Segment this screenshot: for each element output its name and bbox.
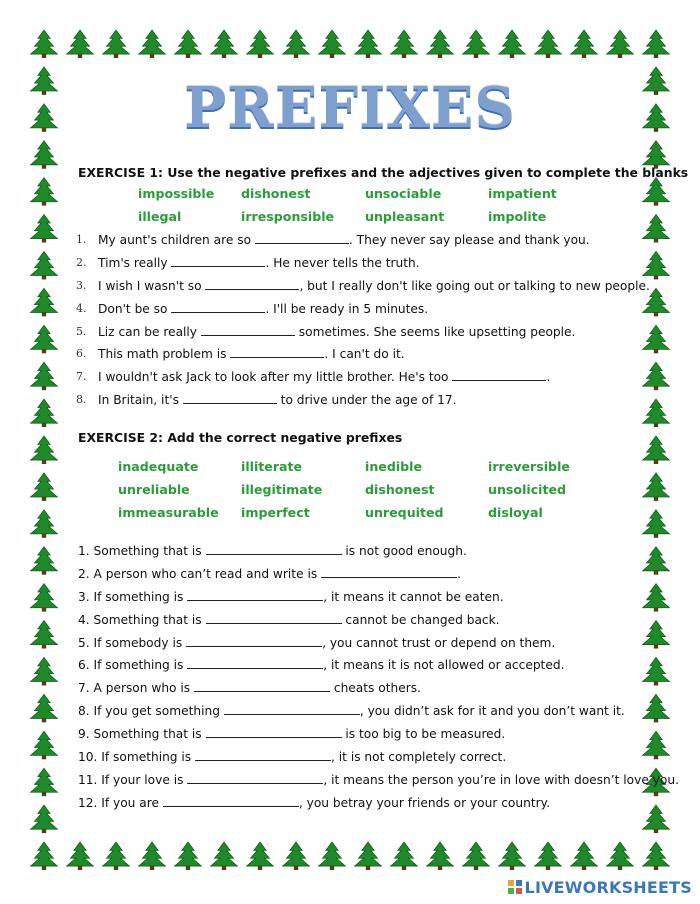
tree-icon bbox=[607, 842, 634, 870]
word-bank-word: irresponsible bbox=[241, 209, 335, 224]
word-bank-row bbox=[118, 459, 598, 482]
item-text: , it means the person you’re in love with doesn’t love you. bbox=[323, 772, 679, 787]
item-text: is not good enough. bbox=[341, 544, 467, 558]
tree-icon bbox=[535, 30, 562, 58]
exercise-1-heading: EXERCISE 1: Use the negative prefixes and the adjectives given to complete the blanks bbox=[78, 165, 689, 180]
list-item bbox=[76, 252, 636, 275]
tree-icon bbox=[31, 694, 58, 722]
list-item bbox=[76, 275, 650, 298]
list-item bbox=[78, 586, 643, 609]
tree-icon bbox=[571, 842, 598, 870]
tree-icon bbox=[31, 362, 58, 390]
word-bank-word: disloyal bbox=[488, 505, 543, 520]
tree-icon bbox=[355, 30, 382, 58]
word-bank-word: immeasurable bbox=[118, 505, 219, 520]
item-text: 4. Something that is bbox=[78, 612, 206, 627]
exercise-2-word-bank bbox=[118, 459, 598, 528]
item-text: I wouldn't ask Jack to look after my little brother. He's too bbox=[98, 370, 453, 385]
list-item bbox=[78, 654, 643, 677]
item-text: 5. If somebody is bbox=[78, 635, 187, 650]
list-item bbox=[76, 389, 636, 412]
tree-icon bbox=[211, 30, 238, 58]
word-bank-word: inedible bbox=[365, 459, 423, 474]
tree-icon bbox=[319, 30, 346, 58]
item-text: , you betray your friends or your country. bbox=[298, 795, 550, 810]
tree-icon bbox=[643, 731, 670, 759]
tree-icon bbox=[103, 842, 130, 870]
item-text: . They never say please and thank you. bbox=[348, 233, 590, 247]
item-text: 2. A person who can’t read and write is bbox=[78, 566, 322, 581]
liveworksheets-logo-icon bbox=[508, 880, 522, 894]
tree-icon bbox=[67, 842, 94, 870]
tree-icon bbox=[643, 178, 670, 206]
item-text: 7. A person who is bbox=[78, 681, 194, 696]
answer-blank[interactable] bbox=[186, 635, 322, 647]
tree-icon bbox=[643, 30, 670, 58]
tree-icon bbox=[139, 842, 166, 870]
word-bank-word: dishonest bbox=[241, 186, 311, 201]
word-bank-word: impatient bbox=[488, 186, 557, 201]
item-text: . bbox=[546, 370, 551, 385]
tree-icon bbox=[247, 842, 274, 870]
answer-blank[interactable] bbox=[163, 795, 299, 807]
item-text: . I'll be ready in 5 minutes. bbox=[265, 301, 429, 316]
answer-blank[interactable] bbox=[171, 255, 265, 267]
item-number: 6. bbox=[76, 347, 87, 361]
item-text: I wish I wasn't so bbox=[98, 278, 206, 293]
tree-icon bbox=[31, 510, 58, 538]
answer-blank[interactable] bbox=[206, 726, 342, 738]
item-text: Don't be so bbox=[98, 301, 172, 316]
logo-text: LIVEWORKSHEETS bbox=[524, 877, 692, 897]
item-number: 7. bbox=[76, 370, 87, 384]
tree-icon bbox=[283, 842, 310, 870]
list-item bbox=[78, 609, 643, 632]
item-text: . bbox=[457, 566, 461, 581]
tree-icon bbox=[643, 547, 670, 575]
answer-blank[interactable] bbox=[205, 278, 299, 290]
answer-blank[interactable] bbox=[201, 324, 295, 336]
word-bank-word: unsociable bbox=[365, 186, 442, 201]
list-item bbox=[78, 563, 643, 586]
tree-icon bbox=[643, 436, 670, 464]
tree-icon bbox=[391, 30, 418, 58]
list-item bbox=[78, 632, 643, 655]
list-item bbox=[76, 229, 636, 252]
item-text: . I can't do it. bbox=[324, 347, 405, 362]
item-text: Tim's really bbox=[98, 255, 172, 270]
word-bank-word: illegitimate bbox=[241, 482, 323, 497]
item-text: , it means it cannot be eaten. bbox=[323, 589, 504, 604]
tree-icon bbox=[211, 842, 238, 870]
item-text: In Britain, it's bbox=[98, 393, 183, 408]
item-text: cheats others. bbox=[330, 681, 421, 696]
tree-icon bbox=[643, 805, 670, 833]
item-number: 4. bbox=[76, 301, 87, 315]
item-number: 8. bbox=[76, 393, 87, 407]
tree-icon bbox=[175, 30, 202, 58]
tree-icon bbox=[319, 842, 346, 870]
answer-blank[interactable] bbox=[321, 566, 457, 578]
tree-icon bbox=[31, 251, 58, 279]
word-bank-word: inadequate bbox=[118, 459, 199, 474]
item-number: 2. bbox=[76, 255, 87, 269]
item-text: 12. If you are bbox=[78, 795, 163, 810]
item-text: 10. If something is bbox=[78, 750, 196, 765]
word-bank-word: unrequited bbox=[365, 505, 444, 520]
tree-icon bbox=[31, 584, 58, 612]
word-bank-row bbox=[118, 482, 598, 505]
tree-icon bbox=[391, 842, 418, 870]
tree-icon bbox=[31, 547, 58, 575]
item-text: . He never tells the truth. bbox=[265, 255, 420, 270]
tree-icon bbox=[31, 399, 58, 427]
tree-icon bbox=[643, 325, 670, 353]
word-bank-word: impolite bbox=[488, 209, 547, 224]
item-text: , it is not completely correct. bbox=[331, 750, 507, 765]
tree-icon bbox=[31, 30, 58, 58]
answer-blank[interactable] bbox=[187, 589, 323, 601]
tree-icon bbox=[643, 842, 670, 870]
word-bank-word: imperfect bbox=[241, 505, 310, 520]
answer-blank[interactable] bbox=[187, 772, 323, 784]
item-number: 3. bbox=[76, 278, 87, 292]
tree-icon bbox=[643, 584, 670, 612]
item-text: This math problem is bbox=[98, 347, 231, 362]
tree-icon bbox=[427, 842, 454, 870]
word-bank-word: dishonest bbox=[365, 482, 435, 497]
tree-icon bbox=[499, 30, 526, 58]
tree-icon bbox=[643, 694, 670, 722]
list-item bbox=[76, 321, 636, 344]
item-text: Liz can be really bbox=[98, 324, 201, 339]
tree-icon bbox=[643, 657, 670, 685]
item-text: 6. If something is bbox=[78, 658, 188, 673]
item-text: to drive under the age of 17. bbox=[276, 393, 457, 408]
tree-icon bbox=[31, 178, 58, 206]
liveworksheets-logo[interactable] bbox=[508, 876, 692, 898]
answer-blank[interactable] bbox=[206, 612, 342, 624]
list-item bbox=[76, 298, 636, 321]
tree-icon bbox=[175, 842, 202, 870]
item-text: 1. Something that is bbox=[78, 544, 206, 558]
answer-blank[interactable] bbox=[183, 392, 277, 404]
tree-icon bbox=[31, 768, 58, 796]
answer-blank[interactable] bbox=[452, 369, 546, 381]
tree-icon bbox=[31, 731, 58, 759]
item-text: cannot be changed back. bbox=[341, 612, 500, 627]
word-bank-word: illiterate bbox=[241, 459, 303, 474]
item-text: My aunt's children are so bbox=[98, 233, 255, 247]
tree-icon bbox=[463, 30, 490, 58]
word-bank-row bbox=[138, 186, 598, 209]
tree-icon bbox=[643, 621, 670, 649]
item-number: 1. bbox=[76, 233, 87, 246]
item-text: , but I really don't like going out or talking to new people. bbox=[299, 278, 650, 293]
answer-blank[interactable] bbox=[194, 680, 330, 692]
answer-blank[interactable] bbox=[171, 301, 265, 313]
list-item bbox=[78, 540, 643, 563]
tree-icon bbox=[607, 30, 634, 58]
tree-icon bbox=[31, 288, 58, 316]
tree-icon bbox=[643, 399, 670, 427]
item-text: 8. If you get something bbox=[78, 704, 224, 719]
answer-blank[interactable] bbox=[255, 232, 349, 244]
item-text: , you didn’t ask for it and you don’t want it. bbox=[359, 704, 625, 719]
list-item bbox=[76, 343, 636, 366]
exercise-1-word-bank bbox=[138, 186, 598, 232]
tree-icon bbox=[283, 30, 310, 58]
tree-icon bbox=[643, 362, 670, 390]
word-bank-row bbox=[118, 505, 598, 528]
item-text: is too big to be measured. bbox=[341, 727, 506, 742]
list-item bbox=[76, 366, 636, 389]
tree-icon bbox=[427, 30, 454, 58]
tree-icon bbox=[31, 473, 58, 501]
list-item bbox=[78, 677, 643, 700]
tree-icon bbox=[31, 436, 58, 464]
page-title: PREFIXES bbox=[184, 75, 516, 141]
item-number: 5. bbox=[76, 324, 87, 338]
answer-blank[interactable] bbox=[187, 657, 323, 669]
exercise-1-list bbox=[76, 229, 650, 412]
list-item bbox=[78, 769, 679, 792]
tree-icon bbox=[463, 842, 490, 870]
tree-icon bbox=[31, 657, 58, 685]
list-item bbox=[78, 746, 643, 769]
answer-blank[interactable] bbox=[195, 749, 331, 761]
tree-icon bbox=[355, 842, 382, 870]
tree-icon bbox=[103, 30, 130, 58]
tree-icon bbox=[499, 842, 526, 870]
word-bank-word: impossible bbox=[138, 186, 215, 201]
answer-blank[interactable] bbox=[206, 543, 342, 555]
exercise-2-heading: EXERCISE 2: Add the correct negative prefixes bbox=[78, 430, 403, 445]
tree-icon bbox=[67, 30, 94, 58]
tree-icon bbox=[31, 842, 58, 870]
list-item bbox=[78, 700, 643, 723]
tree-icon bbox=[139, 30, 166, 58]
tree-icon bbox=[31, 805, 58, 833]
item-text: 3. If something is bbox=[78, 589, 188, 604]
word-bank-word: unsolicited bbox=[488, 482, 567, 497]
item-text: , it means it is not allowed or accepted. bbox=[323, 658, 565, 673]
list-item bbox=[78, 723, 643, 746]
item-text: 9. Something that is bbox=[78, 727, 206, 742]
tree-icon bbox=[643, 215, 670, 243]
exercise-2-list bbox=[78, 540, 679, 815]
tree-icon bbox=[571, 30, 598, 58]
tree-icon bbox=[247, 30, 274, 58]
tree-icon bbox=[535, 842, 562, 870]
word-bank-word: irreversible bbox=[488, 459, 570, 474]
answer-blank[interactable] bbox=[230, 346, 324, 358]
word-bank-word: illegal bbox=[138, 209, 182, 224]
tree-icon bbox=[643, 510, 670, 538]
word-bank-word: unpleasant bbox=[365, 209, 445, 224]
tree-icon bbox=[31, 215, 58, 243]
tree-icon bbox=[643, 473, 670, 501]
answer-blank[interactable] bbox=[224, 703, 360, 715]
word-bank-word: unreliable bbox=[118, 482, 190, 497]
item-text: 11. If your love is bbox=[78, 772, 188, 787]
item-text: sometimes. She seems like upsetting people. bbox=[294, 324, 576, 339]
list-item bbox=[78, 792, 643, 815]
tree-icon bbox=[31, 325, 58, 353]
tree-icon bbox=[31, 621, 58, 649]
item-text: , you cannot trust or depend on them. bbox=[322, 635, 556, 650]
tree-icon bbox=[31, 141, 58, 169]
